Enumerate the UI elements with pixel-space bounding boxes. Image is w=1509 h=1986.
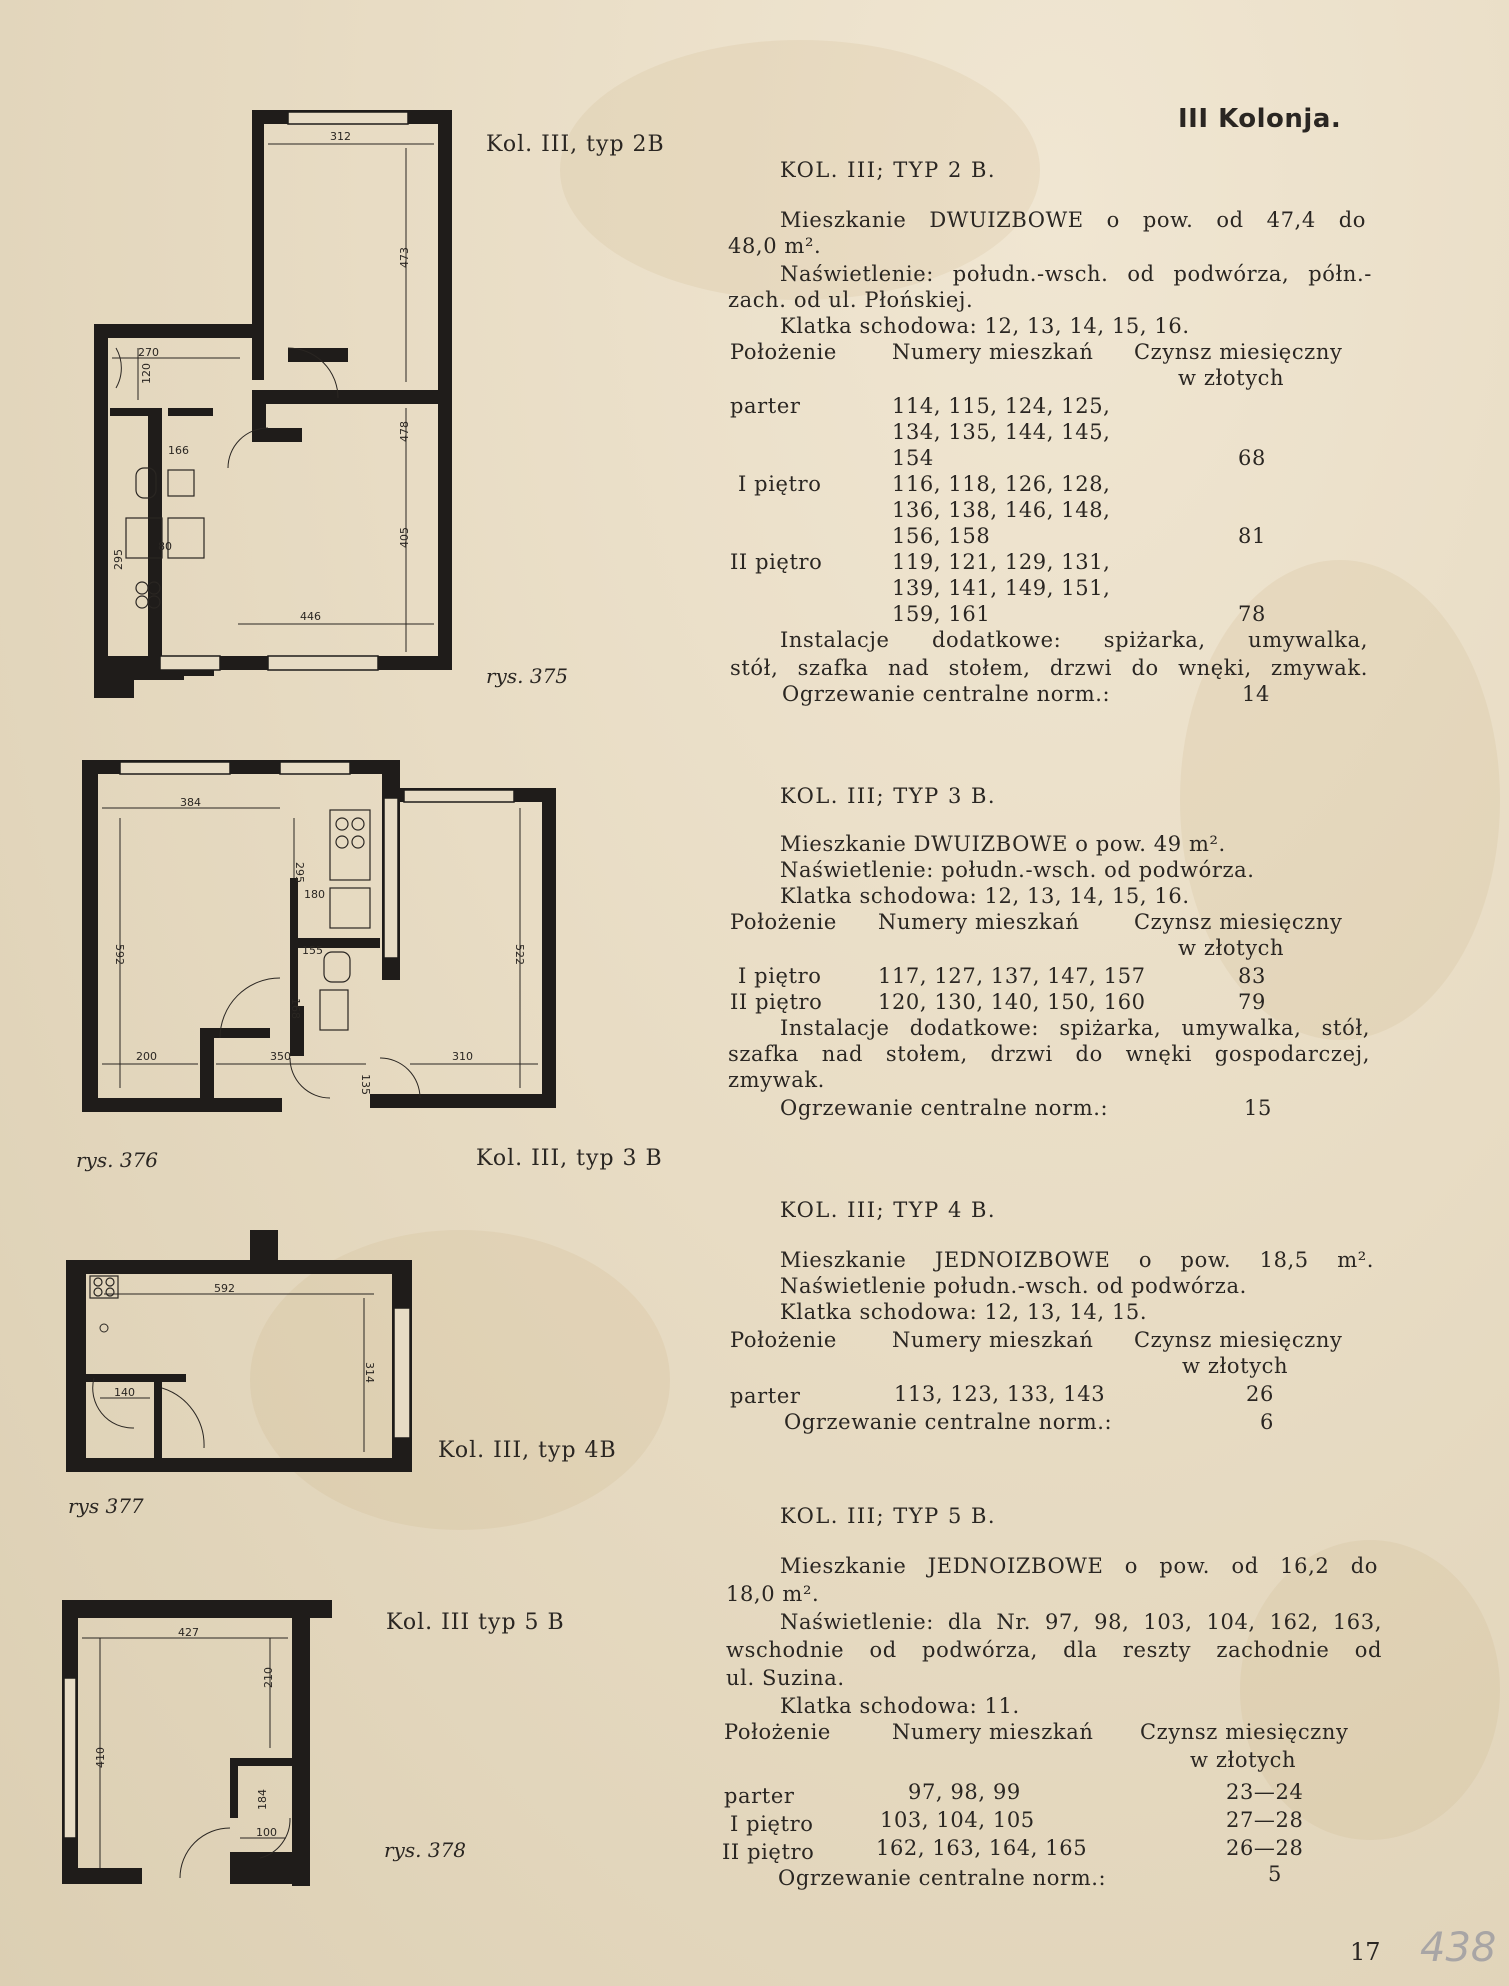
heating-value: 5 xyxy=(1268,1862,1282,1886)
row-rent: 68 xyxy=(1238,446,1266,470)
dim-label: 270 xyxy=(138,346,159,359)
section-heading: KOL. III; TYP 5 B. xyxy=(780,1504,997,1528)
col-head-rent-unit: w złotych xyxy=(1178,936,1285,960)
section-heading: KOL. III; TYP 3 B. xyxy=(780,784,997,808)
text-line: 48,0 m². xyxy=(728,234,822,258)
dim-label: 80 xyxy=(158,540,172,553)
heating-label: Ogrzewanie centralne norm.: xyxy=(784,1410,1113,1434)
dim-label: 155 xyxy=(302,944,323,957)
col-head-numbers: Numery mieszkań xyxy=(878,910,1080,934)
row-rent: 83 xyxy=(1238,964,1266,988)
row-rent: 81 xyxy=(1238,524,1266,548)
col-head-numbers: Numery mieszkań xyxy=(892,1720,1094,1744)
text-line: Naświetlenie: połudn.-wsch. od podwórza, półn.- xyxy=(780,262,1372,286)
col-head-numbers: Numery mieszkań xyxy=(892,340,1094,364)
row-floor: parter xyxy=(730,1384,801,1408)
dim-label: 405 xyxy=(398,527,411,548)
dim-label: 384 xyxy=(180,796,201,809)
col-head-floor: Położenie xyxy=(730,1328,837,1352)
dim-label: 312 xyxy=(330,130,351,143)
row-rent: 27—28 xyxy=(1226,1808,1304,1832)
row-numbers: 162, 163, 164, 165 xyxy=(876,1836,1088,1860)
dim-label: 184 xyxy=(256,1789,269,1810)
page-number: 17 xyxy=(1350,1938,1381,1966)
text-line: Naświetlenie: dla Nr. 97, 98, 103, 104, 162, 163, xyxy=(780,1610,1382,1634)
col-head-floor: Położenie xyxy=(730,340,837,364)
text-line: wschodnie od podwórza, dla reszty zachodnie od xyxy=(726,1638,1382,1662)
text-line: Mieszkanie DWUIZBOWE o pow. od 47,4 do xyxy=(780,208,1366,232)
row-numbers: 156, 158 xyxy=(892,524,991,548)
row-numbers: 119, 121, 129, 131, xyxy=(892,550,1111,574)
section-heading: KOL. III; TYP 4 B. xyxy=(780,1198,997,1222)
heating-label: Ogrzewanie centralne norm.: xyxy=(782,682,1111,706)
text-line: Klatka schodowa: 12, 13, 14, 15, 16. xyxy=(780,884,1190,908)
floor-plan-378 xyxy=(60,1598,350,1892)
col-head-rent-unit: w złotych xyxy=(1190,1748,1297,1772)
text-line: Naświetlenie połudn.-wsch. od podwórza. xyxy=(780,1274,1247,1298)
col-head-rent: Czynsz miesięczny xyxy=(1134,1328,1343,1352)
floor-plan-376 xyxy=(80,758,570,1118)
plan-caption-378: Kol. III typ 5 B xyxy=(386,1610,565,1635)
text-line: Klatka schodowa: 12, 13, 14, 15, 16. xyxy=(780,314,1190,338)
row-numbers: 159, 161 xyxy=(892,602,991,626)
text-line: zmywak. xyxy=(728,1068,825,1092)
col-head-rent: Czynsz miesięczny xyxy=(1134,340,1343,364)
dim-label: 100 xyxy=(256,1826,277,1839)
dim-label: 168 xyxy=(289,998,302,1019)
page-title: III Kolonja. xyxy=(1178,104,1342,134)
text-line: ul. Suzina. xyxy=(726,1666,845,1690)
text-line: Mieszkanie DWUIZBOWE o pow. 49 m². xyxy=(780,832,1226,856)
plan-caption-377: Kol. III, typ 4B xyxy=(438,1438,617,1463)
col-head-rent: Czynsz miesięczny xyxy=(1140,1720,1349,1744)
text-line: Mieszkanie JEDNOIZBOWE o pow. od 16,2 do xyxy=(780,1554,1378,1578)
row-numbers: 117, 127, 137, 147, 157 xyxy=(878,964,1146,988)
dim-label: 592 xyxy=(214,1282,235,1295)
col-head-numbers: Numery mieszkań xyxy=(892,1328,1094,1352)
text-line: Mieszkanie JEDNOIZBOWE o pow. 18,5 m². xyxy=(780,1248,1374,1272)
text-line: zach. od ul. Płońskiej. xyxy=(728,288,974,312)
floor-plan-375 xyxy=(88,108,468,698)
text-line: szafka nad stołem, drzwi do wnęki gospodarczej, xyxy=(728,1042,1370,1066)
dim-label: 210 xyxy=(262,1667,275,1688)
pencil-annotation: 438 xyxy=(1420,1925,1497,1971)
figure-number-377: rys 377 xyxy=(68,1494,144,1518)
row-numbers: 136, 138, 146, 148, xyxy=(892,498,1111,522)
row-numbers: 154 xyxy=(892,446,934,470)
plan-caption-376: Kol. III, typ 3 B xyxy=(476,1146,663,1171)
figure-number-376: rys. 376 xyxy=(76,1148,159,1172)
row-floor: parter xyxy=(724,1784,795,1808)
col-head-floor: Położenie xyxy=(724,1720,831,1744)
figure-number-375: rys. 375 xyxy=(486,664,569,688)
row-floor: II piętro xyxy=(730,990,823,1014)
row-numbers: 114, 115, 124, 125, xyxy=(892,394,1111,418)
row-numbers: 113, 123, 133, 143 xyxy=(894,1382,1106,1406)
floor-plan-377 xyxy=(64,1228,420,1474)
dim-label: 140 xyxy=(114,1386,135,1399)
heating-value: 14 xyxy=(1242,682,1270,706)
plan-caption-375: Kol. III, typ 2B xyxy=(486,132,665,157)
row-floor: I piętro xyxy=(730,1812,814,1836)
dim-label: 295 xyxy=(293,862,306,883)
text-line: 18,0 m². xyxy=(726,1582,820,1606)
figure-number-378: rys. 378 xyxy=(384,1838,467,1862)
col-head-rent-unit: w złotych xyxy=(1178,366,1285,390)
text-line: Klatka schodowa: 12, 13, 14, 15. xyxy=(780,1300,1148,1324)
row-numbers: 116, 118, 126, 128, xyxy=(892,472,1111,496)
row-rent: 26 xyxy=(1246,1382,1274,1406)
text-line: Naświetlenie: połudn.-wsch. od podwórza. xyxy=(780,858,1255,882)
row-rent: 79 xyxy=(1238,990,1266,1014)
heating-value: 15 xyxy=(1244,1096,1272,1120)
dim-label: 478 xyxy=(398,421,411,442)
row-numbers: 103, 104, 105 xyxy=(880,1808,1035,1832)
dim-label: 427 xyxy=(178,1626,199,1639)
dim-label: 350 xyxy=(270,1050,291,1063)
row-numbers: 139, 141, 149, 151, xyxy=(892,576,1111,600)
col-head-rent-unit: w złotych xyxy=(1182,1354,1289,1378)
dim-label: 200 xyxy=(136,1050,157,1063)
row-numbers: 134, 135, 144, 145, xyxy=(892,420,1111,444)
text-line: Instalacje dodatkowe: spiżarka, umywalka, xyxy=(780,628,1368,652)
heating-label: Ogrzewanie centralne norm.: xyxy=(780,1096,1109,1120)
section-heading: KOL. III; TYP 2 B. xyxy=(780,158,997,182)
row-floor: II piętro xyxy=(730,550,823,574)
row-rent: 23—24 xyxy=(1226,1780,1304,1804)
dim-label: 166 xyxy=(168,444,189,457)
dim-label: 310 xyxy=(452,1050,473,1063)
text-line: stół, szafka nad stołem, drzwi do wnęki, zmywak. xyxy=(730,656,1368,680)
dim-label: 180 xyxy=(304,888,325,901)
row-floor: I piętro xyxy=(738,964,822,988)
dim-label: 314 xyxy=(363,1362,376,1383)
dim-label: 135 xyxy=(359,1074,372,1095)
dim-label: 120 xyxy=(140,363,153,384)
row-rent: 78 xyxy=(1238,602,1266,626)
dim-label: 295 xyxy=(112,549,125,570)
row-floor: II piętro xyxy=(722,1840,815,1864)
heating-label: Ogrzewanie centralne norm.: xyxy=(778,1866,1107,1890)
dim-label: 446 xyxy=(300,610,321,623)
row-numbers: 97, 98, 99 xyxy=(908,1780,1021,1804)
row-floor: I piętro xyxy=(738,472,822,496)
dim-label: 522 xyxy=(513,944,526,965)
row-floor: parter xyxy=(730,394,801,418)
dim-label: 473 xyxy=(398,247,411,268)
row-rent: 26—28 xyxy=(1226,1836,1304,1860)
col-head-floor: Położenie xyxy=(730,910,837,934)
col-head-rent: Czynsz miesięczny xyxy=(1134,910,1343,934)
heating-value: 6 xyxy=(1260,1410,1274,1434)
dim-label: 410 xyxy=(94,1747,107,1768)
text-line: Klatka schodowa: 11. xyxy=(780,1694,1020,1718)
text-line: Instalacje dodatkowe: spiżarka, umywalka, stół, xyxy=(780,1016,1370,1040)
row-numbers: 120, 130, 140, 150, 160 xyxy=(878,990,1146,1014)
dim-label: 592 xyxy=(113,944,126,965)
